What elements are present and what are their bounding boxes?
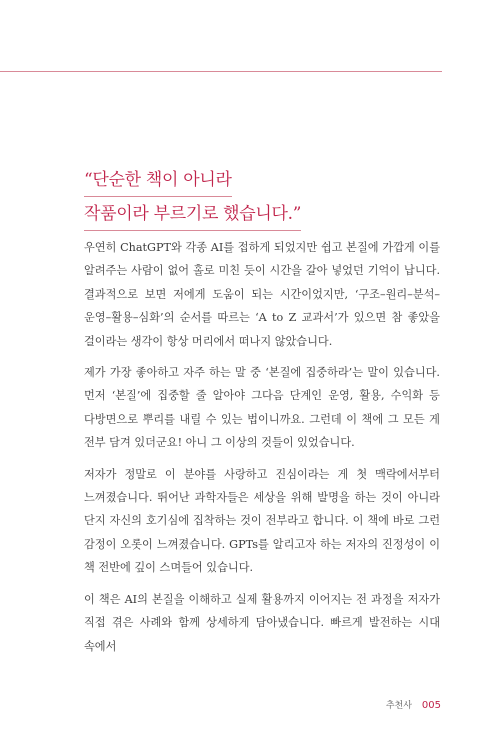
- page-number: 005: [421, 700, 441, 711]
- paragraph-3: 저자가 정말로 이 분야를 사랑하고 진심이라는 게 첫 맥락에서부터 느껴졌습니다. 뛰어난 과학자들은 세상을 위해 발명을 하는 것이 아니라 단지 자신의 호기심에 집착하는 것이 전부라고 합니다. 이 책에 바로 그런 감정이 오롯이 느껴졌습니다. GPTs를 알리고자 하는 저자의 진정성이 이 책 전반에 깊이 스며들어 있습니다.: [84, 467, 440, 575]
- pull-quote-line-2: 작품이라 부르기로 했습니다.”: [84, 199, 301, 231]
- body-text: [84, 236, 440, 666]
- section-label: 추천사: [385, 701, 412, 711]
- page-footer: [386, 698, 441, 711]
- pull-quote-line-1: “단순한 책이 아니라: [84, 165, 232, 197]
- paragraph-1: 우연히 ChatGPT와 각종 AI를 접하게 되었지만 쉽고 본질에 가깝게 이를 알려주는 사람이 없어 홀로 미친 듯이 시간을 갈아 넣었던 기억이 납니다. 결과적으로 보면 저에게 도움이 되는 시간이었지만, ‘구조–원리–분석–운영–활용–심화’의 순서를 따르는 ‘A to Z 교과서’가 있으면 참 좋았을 걸이라는 생각이 항상 머리에서 떠나지 않았습니다.: [84, 241, 440, 348]
- paragraph-4: 이 책은 AI의 본질을 이해하고 실제 활용까지 이어지는 전 과정을 저자가 직접 겪은 사례와 함께 상세하게 담아냈습니다. 빠르게 발전하는 시대 속에서: [84, 592, 440, 653]
- top-divider: [0, 71, 442, 72]
- paragraph-2: 제가 가장 좋아하고 자주 하는 말 중 ‘본질에 집중하라’는 말이 있습니다. 먼저 ‘본질’에 집중할 줄 알아야 그다음 단계인 운영, 활용, 수익화 등 다방면으로 뿌리를 내릴 수 있는 법이니까요. 그런데 이 책에 그 모든 게 전부 담겨 있더군요! 아니 그 이상의 것들이 있었습니다.: [84, 366, 440, 450]
